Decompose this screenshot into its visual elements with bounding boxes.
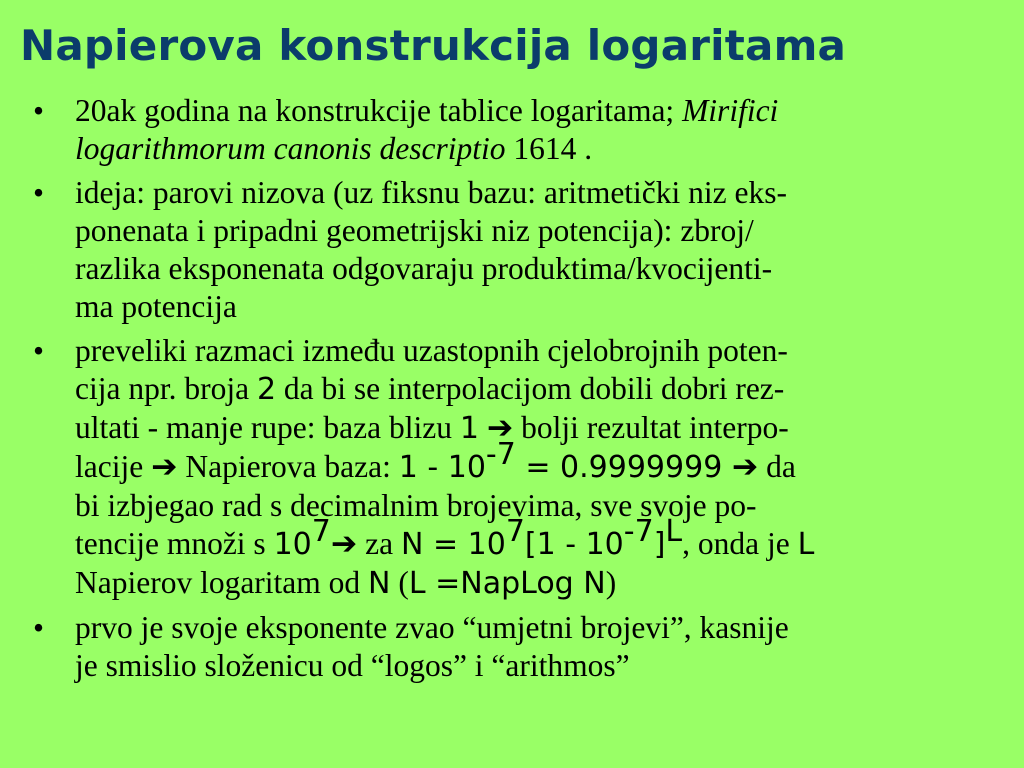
arrow-icon: ➔	[151, 449, 178, 484]
math-text: ]	[653, 527, 666, 562]
slide-title: Napierova konstrukcija logaritama	[20, 21, 847, 70]
line: ponenata i pripadni geometrijski niz potencija): zbroj/	[75, 213, 754, 248]
line	[75, 409, 1000, 448]
math-text: = 0.9999999	[515, 450, 732, 485]
line: ma potencija	[75, 289, 237, 324]
text: tencije množi s	[75, 526, 274, 561]
book-title: Mirifici	[682, 93, 779, 128]
text: da bi se interpolacijom dobili dobri rez-	[276, 371, 785, 406]
line	[75, 564, 1000, 603]
text: (	[390, 565, 409, 600]
line	[75, 92, 1000, 130]
math-text: L =NapLog N	[408, 566, 606, 601]
text: bolji rezultat interpo-	[521, 410, 789, 445]
bullet-item-base	[0, 332, 1000, 603]
math-text: 1 - 10	[398, 450, 486, 485]
book-title: logarithmorum canonis descriptio	[75, 131, 506, 166]
line: je smislio složenicu od “logos” i “arithmos”	[75, 648, 630, 683]
line: prvo je svoje eksponente zvao “umjetni brojevi”, kasnije	[75, 610, 789, 645]
exponent: L	[665, 514, 683, 549]
bullet-marker: •	[33, 610, 45, 645]
math-text: 2	[256, 372, 277, 407]
bullet-marker: •	[33, 93, 45, 128]
text: 1614 .	[505, 131, 593, 166]
math-text: L	[797, 527, 815, 562]
exponent: -7	[623, 514, 654, 549]
bullet-item-idea	[0, 174, 1000, 326]
arrow-icon: ➔	[330, 526, 358, 561]
bullet-marker: •	[33, 175, 45, 210]
bullet-item-tables	[0, 92, 1000, 168]
text: , onda je	[682, 526, 798, 561]
text: lacije	[75, 449, 152, 484]
line	[75, 514, 1000, 564]
math-text: 1	[459, 411, 479, 446]
line: bi izbjegao rad s decimalnim brojevima, sve svoje po-	[75, 488, 757, 523]
bullet-marker: •	[33, 333, 45, 368]
line: ideja: parovi nizova (uz fiksnu bazu: aritmetički niz eks-	[75, 175, 787, 210]
arrow-icon: ➔	[731, 449, 759, 484]
text: ultati - manje rupe: baza blizu	[75, 410, 460, 445]
line: razlika eksponenata odgovaraju produktima/kvocijenti-	[75, 251, 773, 286]
line	[75, 437, 1000, 487]
text: Napierov logaritam od	[75, 565, 369, 600]
exponent: 7	[311, 514, 331, 549]
line	[75, 370, 1000, 409]
arrow-icon: ➔	[478, 410, 522, 445]
math-text: [1 - 10	[524, 527, 624, 562]
bullet-item-naming	[0, 609, 1000, 685]
text: )	[605, 565, 617, 600]
text: 20ak godina na konstrukcije tablice logaritama;	[75, 93, 683, 128]
text: za	[357, 526, 401, 561]
text: da	[758, 449, 796, 484]
text: Napierova baza:	[177, 449, 399, 484]
exponent: 7	[505, 514, 525, 549]
exponent: -7	[485, 437, 516, 472]
math-text: N = 10	[400, 527, 506, 562]
line: preveliki razmaci između uzastopnih cjelobrojnih poten-	[75, 333, 788, 368]
math-text: 10	[273, 527, 312, 562]
line	[75, 130, 1000, 168]
math-text: N	[368, 566, 391, 601]
bullet-list	[0, 92, 1000, 691]
text: cija npr. broja	[75, 371, 257, 406]
